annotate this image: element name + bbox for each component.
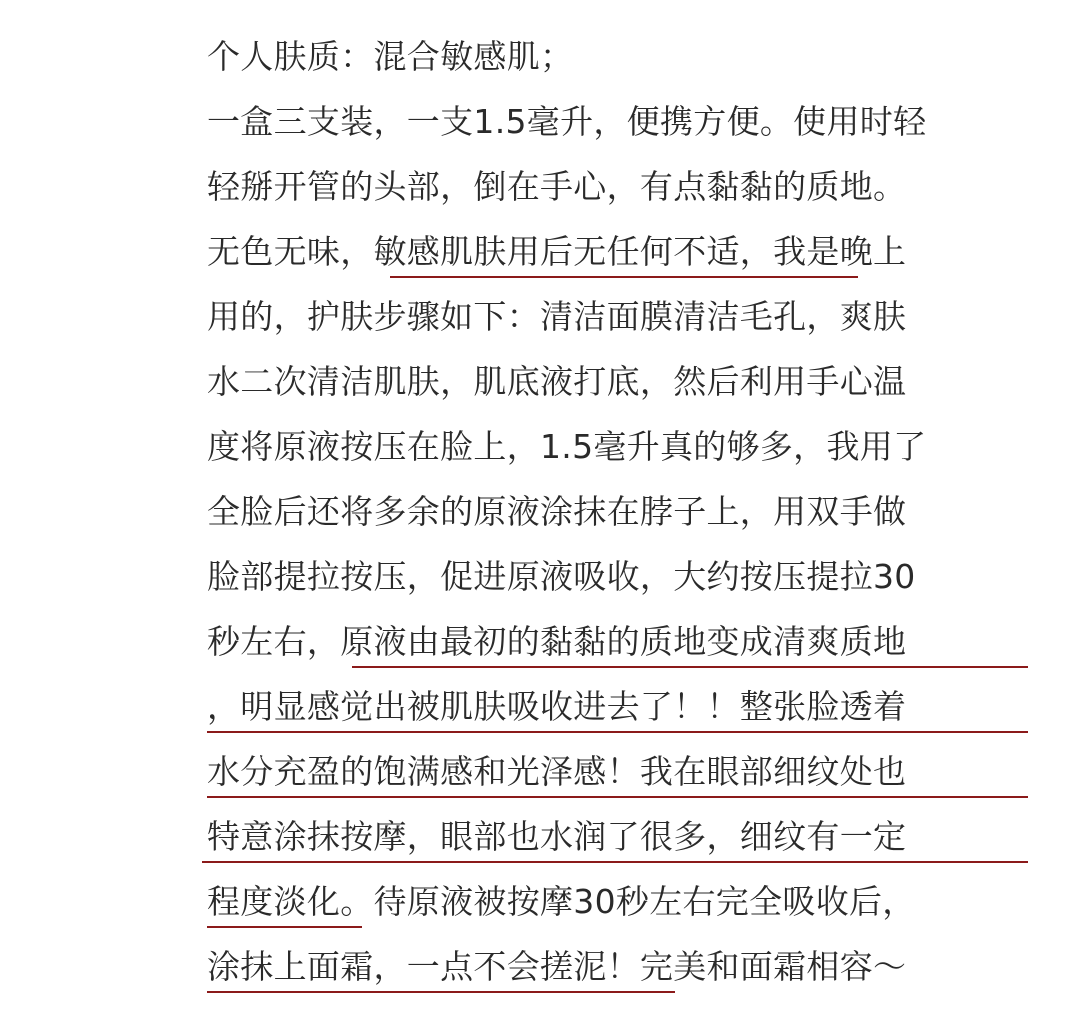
- text-line: [207, 479, 1047, 544]
- text-line: [207, 544, 1047, 609]
- text-line: [207, 609, 1047, 674]
- text-line: [207, 869, 1047, 934]
- line-text: 一盒三支装，一支1.5毫升，便携方便。使用时轻: [207, 102, 927, 141]
- line-text: ，明显感觉出被肌肤吸收进去了！！整张脸透着: [207, 687, 907, 726]
- line-text: 程度淡化。待原液被按摩30秒左右完全吸收后，: [207, 882, 916, 921]
- highlight-underline: [207, 926, 362, 928]
- line-text: 水分充盈的饱满感和光泽感！我在眼部细纹处也: [207, 752, 907, 791]
- highlight-underline: [352, 666, 1028, 668]
- line-text: 用的，护肤步骤如下：清洁面膜清洁毛孔，爽肤: [207, 297, 907, 336]
- highlight-underline: [202, 861, 1028, 863]
- line-text: 轻掰开管的头部，倒在手心，有点黏黏的质地。: [207, 167, 907, 206]
- highlight-underline: [207, 991, 675, 993]
- line-text: 特意涂抹按摩，眼部也水润了很多，细纹有一定: [207, 817, 907, 856]
- line-text: 无色无味，敏感肌肤用后无任何不适，我是晚上: [207, 232, 907, 271]
- text-line: [207, 674, 1047, 739]
- text-line: [207, 24, 1047, 89]
- text-line: [207, 934, 1047, 999]
- line-text: 涂抹上面霜，一点不会搓泥！完美和面霜相容～: [207, 947, 907, 986]
- line-text: 秒左右，原液由最初的黏黏的质地变成清爽质地: [207, 622, 907, 661]
- highlight-underline: [207, 796, 1028, 798]
- highlight-underline: [390, 276, 858, 278]
- text-line: [207, 89, 1047, 154]
- line-text: 全脸后还将多余的原液涂抹在脖子上，用双手做: [207, 492, 907, 531]
- highlight-underline: [207, 731, 1028, 733]
- text-line: [207, 219, 1047, 284]
- text-line: [207, 349, 1047, 414]
- text-line: [207, 739, 1047, 804]
- line-text: 度将原液按压在脸上，1.5毫升真的够多，我用了: [207, 427, 927, 466]
- line-text: 水二次清洁肌肤，肌底液打底，然后利用手心温: [207, 362, 907, 401]
- text-line: [207, 154, 1047, 219]
- text-line: [207, 414, 1047, 479]
- article-body: [207, 24, 1047, 999]
- line-text: 脸部提拉按压，促进原液吸收，大约按压提拉30: [207, 557, 916, 596]
- text-line: [207, 284, 1047, 349]
- line-text: 个人肤质：混合敏感肌；: [207, 37, 574, 76]
- text-line: [207, 804, 1047, 869]
